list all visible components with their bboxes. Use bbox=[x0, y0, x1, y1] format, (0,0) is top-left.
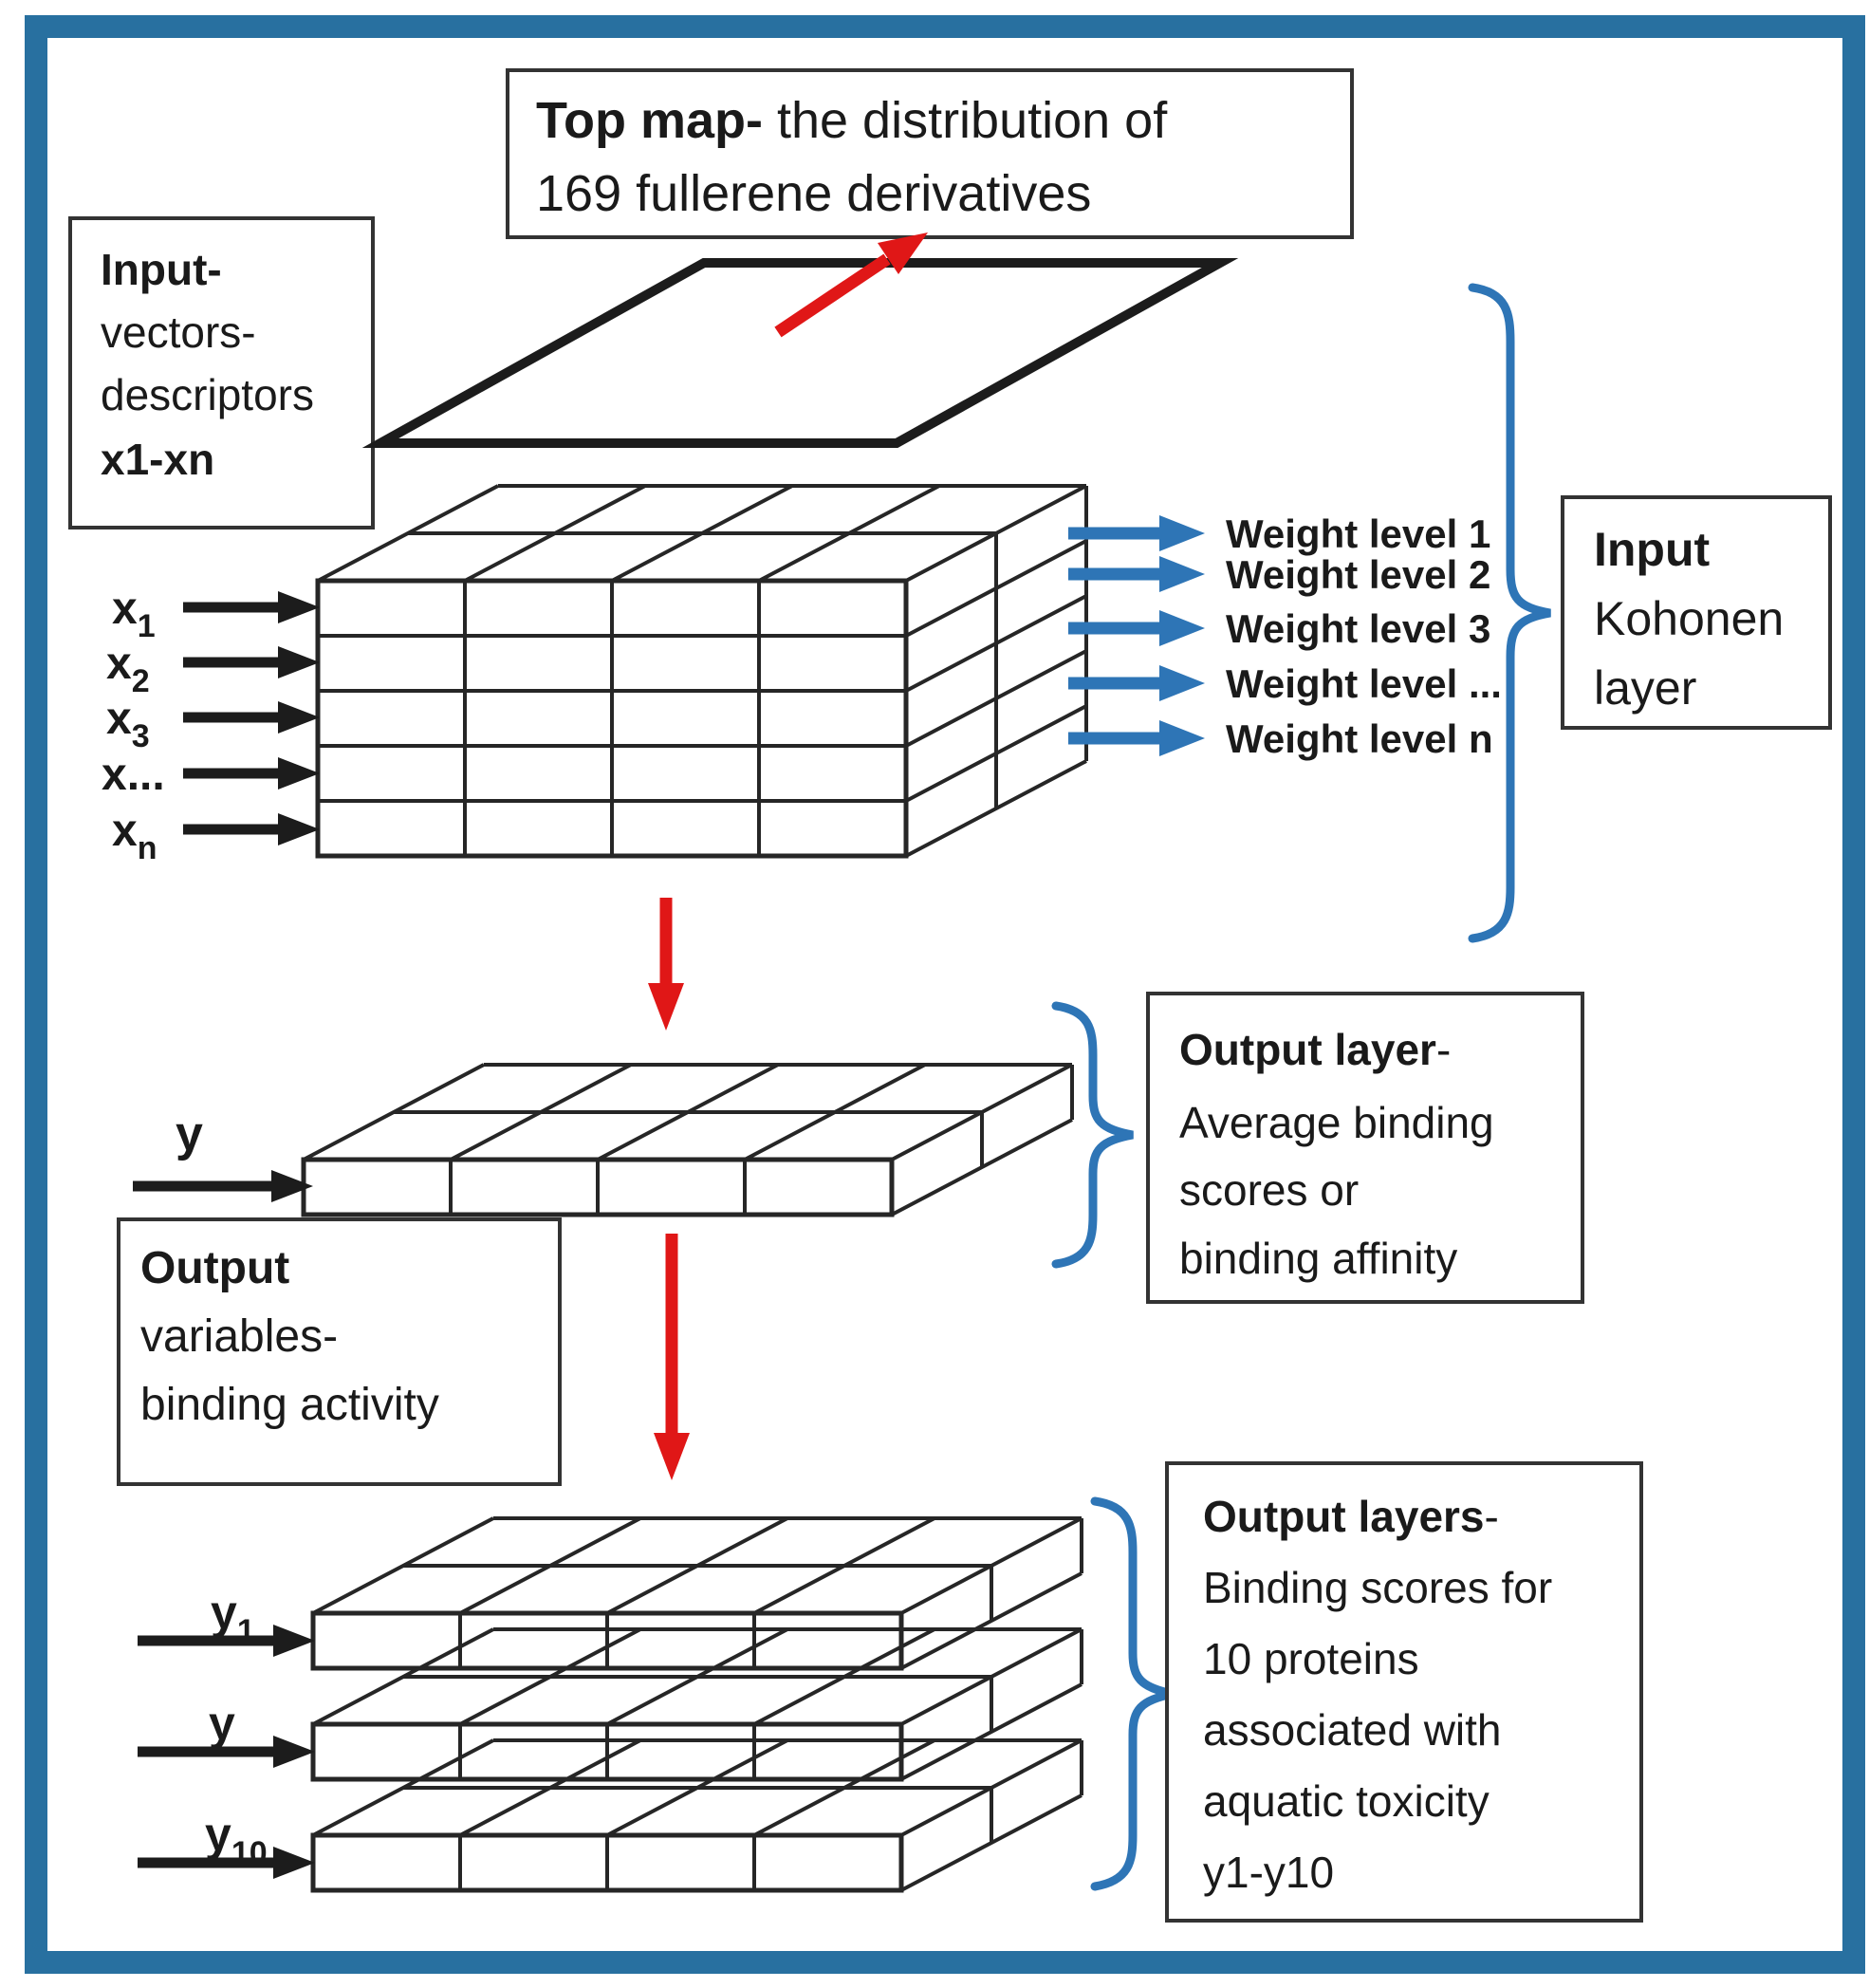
output-layers-brace bbox=[1095, 1501, 1173, 1886]
top-map-plane bbox=[380, 263, 1220, 443]
red-arrowhead bbox=[648, 983, 684, 1031]
output-layers-line4: associated with bbox=[1203, 1705, 1502, 1755]
input-vectors-line4: x1-xn bbox=[101, 435, 215, 484]
red-arrow-cube-to-output bbox=[648, 898, 684, 1031]
input-label-xdots: x... bbox=[102, 750, 165, 800]
input-vectors-line2: vectors- bbox=[101, 307, 256, 357]
input-vectors-line1: Input- bbox=[101, 245, 222, 294]
output-layers-line5: aquatic toxicity bbox=[1203, 1776, 1490, 1826]
input-label-y1: $y_1$ bbox=[211, 1586, 255, 1649]
weight-level-arrows bbox=[1068, 511, 1502, 761]
red-arrow-to-top-map bbox=[778, 232, 928, 332]
output-variables-line2: variables- bbox=[140, 1311, 339, 1362]
kohonen-label-box bbox=[1563, 497, 1830, 728]
output-layers-line1: Output layers- bbox=[1203, 1492, 1499, 1541]
output-layers-box bbox=[1167, 1463, 1641, 1921]
output-variables-box bbox=[119, 1219, 560, 1484]
output-layers-line2: Binding scores for bbox=[1203, 1563, 1553, 1612]
kohonen-cube-grid bbox=[318, 486, 1086, 856]
weight-level-3-label: Weight level 3 bbox=[1226, 606, 1491, 651]
output-layer-box bbox=[1148, 994, 1582, 1302]
output-layer-grid bbox=[304, 1065, 1072, 1215]
kohonen-box-line3: layer bbox=[1594, 661, 1697, 715]
output-layer-line4: binding affinity bbox=[1179, 1234, 1458, 1283]
output-layers-grid-2 bbox=[313, 1629, 1082, 1779]
output-layers-grid-3 bbox=[313, 1740, 1082, 1890]
output-layers-input-arrows bbox=[138, 1586, 315, 1879]
output-layer-brace bbox=[1056, 1006, 1133, 1264]
red-arrowhead bbox=[654, 1433, 690, 1480]
output-layers-grid-1 bbox=[313, 1518, 1082, 1668]
output-variables-line3: binding activity bbox=[140, 1380, 439, 1430]
weight-level-dots-label: Weight level ... bbox=[1226, 661, 1502, 706]
input-label-y: y bbox=[176, 1106, 203, 1161]
kohonen-input-arrows bbox=[102, 584, 320, 866]
input-label-x1: $x_1$ bbox=[112, 584, 156, 644]
input-vectors-box bbox=[70, 218, 373, 528]
kohonen-box-line1: Input bbox=[1594, 523, 1711, 576]
output-layers-line6: y1-y10 bbox=[1203, 1848, 1335, 1897]
input-label-ydots: $y_{..}$ bbox=[209, 1697, 253, 1760]
weight-level-1-label: Weight level 1 bbox=[1226, 511, 1491, 556]
input-label-x3: $x_3$ bbox=[106, 694, 150, 754]
weight-level-2-label: Weight level 2 bbox=[1226, 552, 1491, 597]
weight-level-n-label: Weight level n bbox=[1226, 716, 1493, 761]
output-variables-line1: Output bbox=[140, 1243, 290, 1293]
red-arrow-output-to-layers bbox=[654, 1234, 690, 1480]
top-map-box bbox=[508, 70, 1352, 237]
output-layer-line2: Average binding bbox=[1179, 1098, 1494, 1147]
top-map-box-line2: 169 fullerene derivatives bbox=[536, 165, 1092, 222]
output-layer-line1: Output layer- bbox=[1179, 1025, 1452, 1074]
input-label-xn: $x_n$ bbox=[112, 806, 157, 866]
output-layer-line3: scores or bbox=[1179, 1165, 1360, 1215]
output-layers-line3: 10 proteins bbox=[1203, 1634, 1419, 1683]
input-label-x2: $x_2$ bbox=[106, 639, 150, 699]
input-vectors-line3: descriptors bbox=[101, 370, 314, 419]
input-label-y10: $y_{10}$ bbox=[205, 1808, 268, 1871]
top-map-box-line1: Top map- the distribution of bbox=[536, 92, 1168, 149]
kohonen-box-line2: Kohonen bbox=[1594, 592, 1785, 645]
output-layer-input-arrow bbox=[133, 1106, 313, 1202]
